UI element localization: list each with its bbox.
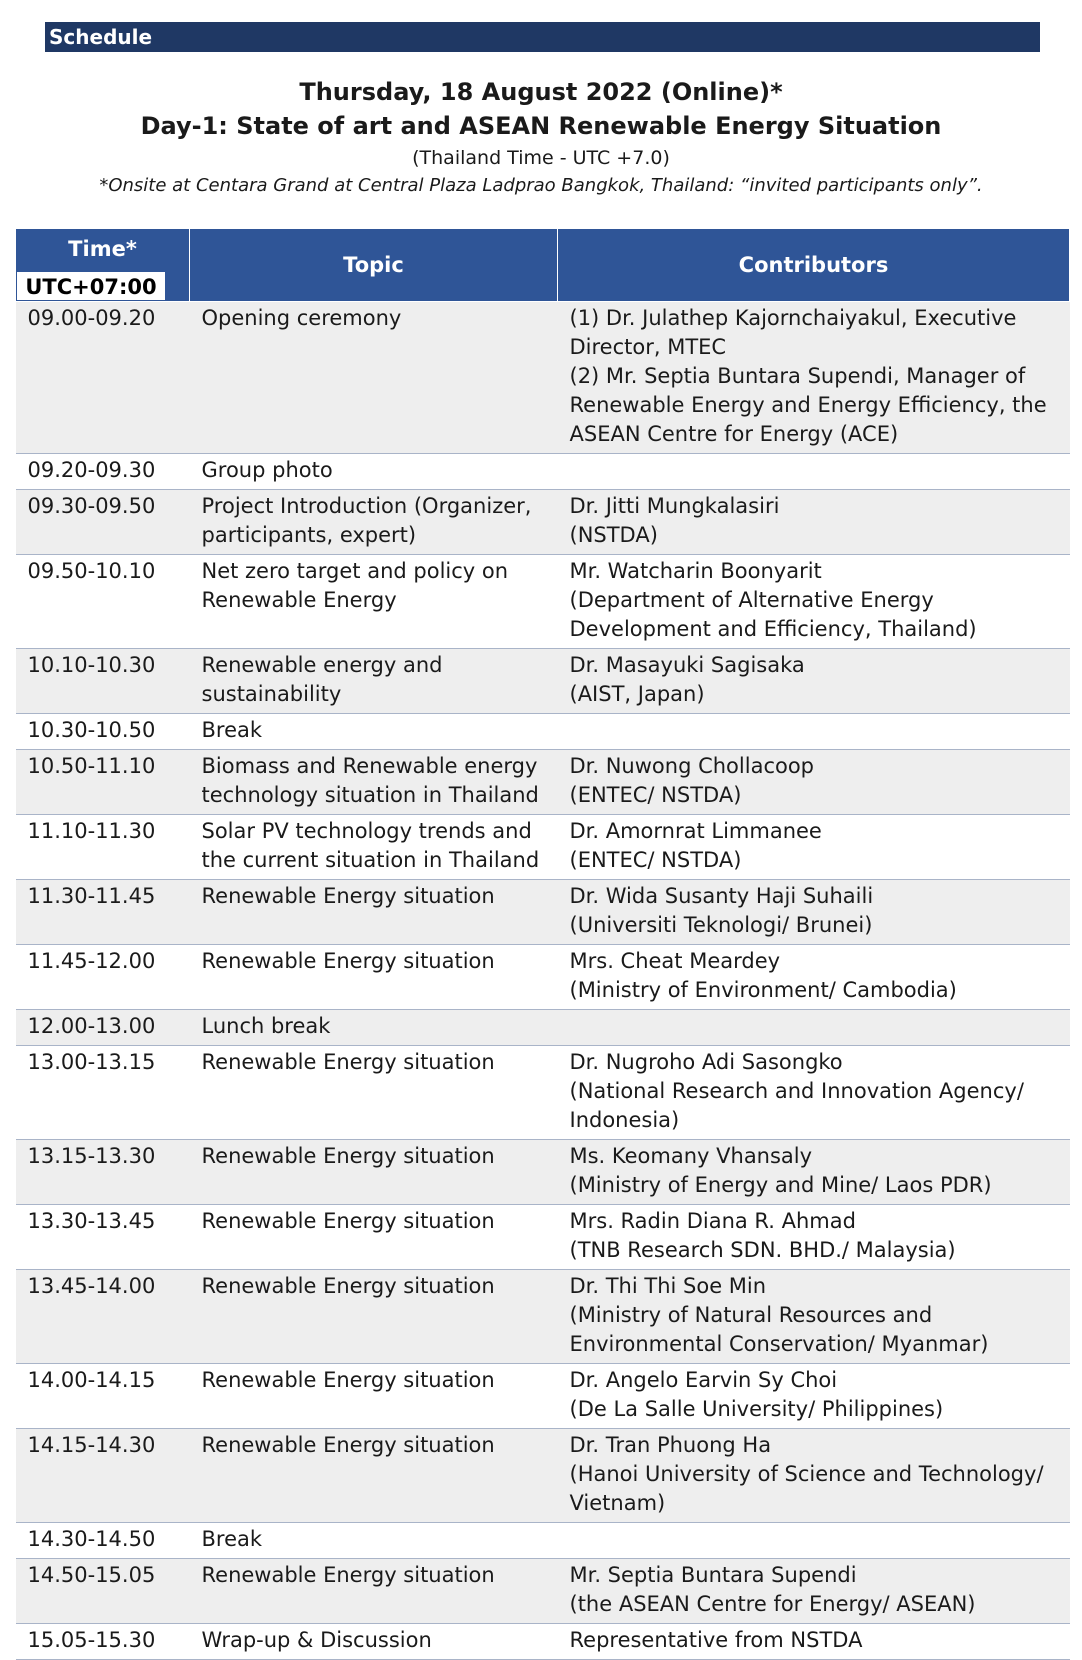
row-contributors: Representative from NSTDA — [558, 1624, 1070, 1660]
table-row — [16, 714, 1070, 750]
row-time: 10.30-10.50 — [16, 714, 190, 750]
row-contributors: Mr. Septia Buntara Supendi (the ASEAN Centre for Energy/ ASEAN) — [558, 1559, 1070, 1624]
row-topic: Break — [190, 1523, 558, 1559]
onsite-note: *Onsite at Centara Grand at Central Plaza Ladprao Bangkok, Thailand: “invited participants only”. — [99, 175, 983, 196]
row-time: 14.00-14.15 — [16, 1364, 190, 1429]
row-contributors: (1) Dr. Julathep Kajornchaiyakul, Executive Director, MTEC (2) Mr. Septia Buntara Supendi, Manager of Renewable Energy and Energy Efficiency, the ASEAN Centre for Energy (ACE) — [558, 302, 1070, 454]
row-contributors: Ms. Keomany Vhansaly (Ministry of Energy and Mine/ Laos PDR) — [558, 1140, 1070, 1205]
table-row — [16, 1523, 1070, 1559]
table-row — [16, 1270, 1070, 1364]
row-time: 13.15-13.30 — [16, 1140, 190, 1205]
row-topic: Renewable Energy situation — [190, 1140, 558, 1205]
timezone-note: (Thailand Time - UTC +7.0) — [412, 147, 670, 169]
row-time: 14.50-15.05 — [16, 1559, 190, 1624]
row-time: 09.30-09.50 — [16, 490, 190, 555]
row-topic: Lunch break — [190, 1010, 558, 1046]
row-topic: Renewable Energy situation — [190, 1429, 558, 1523]
table-row — [16, 815, 1070, 880]
table-row — [16, 490, 1070, 555]
row-topic: Renewable energy and sustainability — [190, 649, 558, 714]
table-row — [16, 1140, 1070, 1205]
row-time: 10.10-10.30 — [16, 649, 190, 714]
row-topic: Renewable Energy situation — [190, 880, 558, 945]
row-contributors: Dr. Angelo Earvin Sy Choi (De La Salle University/ Philippines) — [558, 1364, 1070, 1429]
table-row — [16, 750, 1070, 815]
table-header-row — [16, 229, 1070, 302]
row-topic: Project Introduction (Organizer, participants, expert) — [190, 490, 558, 555]
row-topic: Group photo — [190, 454, 558, 490]
row-time: 13.30-13.45 — [16, 1205, 190, 1270]
row-contributors — [558, 454, 1070, 490]
row-contributors: Mr. Watcharin Boonyarit (Department of Alternative Energy Development and Efficiency, Thailand) — [558, 555, 1070, 649]
row-topic: Net zero target and policy on Renewable Energy — [190, 555, 558, 649]
row-contributors: Dr. Nugroho Adi Sasongko (National Research and Innovation Agency/ Indonesia) — [558, 1046, 1070, 1140]
time-column-header — [16, 229, 190, 302]
row-contributors — [558, 1010, 1070, 1046]
table-row — [16, 302, 1070, 454]
time-header-label: Time* — [68, 237, 137, 261]
table-row — [16, 945, 1070, 1010]
day-title-heading: Day-1: State of art and ASEAN Renewable Energy Situation — [140, 112, 942, 140]
schedule-table — [15, 228, 1070, 1660]
row-topic: Renewable Energy situation — [190, 1205, 558, 1270]
table-row — [16, 649, 1070, 714]
table-row — [16, 555, 1070, 649]
row-contributors: Dr. Wida Susanty Haji Suhaili (Universiti Teknologi/ Brunei) — [558, 880, 1070, 945]
row-topic: Renewable Energy situation — [190, 1046, 558, 1140]
row-time: 13.00-13.15 — [16, 1046, 190, 1140]
row-topic: Solar PV technology trends and the current situation in Thailand — [190, 815, 558, 880]
row-contributors — [558, 1523, 1070, 1559]
row-time: 11.45-12.00 — [16, 945, 190, 1010]
row-contributors: Mrs. Radin Diana R. Ahmad (TNB Research SDN. BHD./ Malaysia) — [558, 1205, 1070, 1270]
row-topic: Biomass and Renewable energy technology situation in Thailand — [190, 750, 558, 815]
topic-column-header: Topic — [190, 229, 558, 302]
table-row — [16, 1364, 1070, 1429]
row-topic: Renewable Energy situation — [190, 1559, 558, 1624]
row-time: 13.45-14.00 — [16, 1270, 190, 1364]
row-contributors: Dr. Nuwong Chollacoop (ENTEC/ NSTDA) — [558, 750, 1070, 815]
row-time: 15.05-15.30 — [16, 1624, 190, 1660]
row-time: 14.15-14.30 — [16, 1429, 190, 1523]
row-contributors: Dr. Thi Thi Soe Min (Ministry of Natural Resources and Environmental Conservation/ Myanmar) — [558, 1270, 1070, 1364]
row-time: 12.00-13.00 — [16, 1010, 190, 1046]
row-contributors: Dr. Masayuki Sagisaka (AIST, Japan) — [558, 649, 1070, 714]
event-date-heading: Thursday, 18 August 2022 (Online)* — [299, 78, 783, 106]
row-time: 09.20-09.30 — [16, 454, 190, 490]
row-contributors: Dr. Jitti Mungkalasiri (NSTDA) — [558, 490, 1070, 555]
row-time: 14.30-14.50 — [16, 1523, 190, 1559]
table-row — [16, 1559, 1070, 1624]
row-contributors: Mrs. Cheat Meardey (Ministry of Environment/ Cambodia) — [558, 945, 1070, 1010]
row-time: 11.10-11.30 — [16, 815, 190, 880]
row-time: 09.50-10.10 — [16, 555, 190, 649]
table-row — [16, 1010, 1070, 1046]
row-topic: Opening ceremony — [190, 302, 558, 454]
table-row — [16, 1624, 1070, 1660]
row-topic: Break — [190, 714, 558, 750]
row-topic: Renewable Energy situation — [190, 945, 558, 1010]
table-row — [16, 1205, 1070, 1270]
table-row — [16, 880, 1070, 945]
row-contributors: Dr. Amornrat Limmanee (ENTEC/ NSTDA) — [558, 815, 1070, 880]
row-topic: Wrap-up & Discussion — [190, 1624, 558, 1660]
table-row — [16, 1046, 1070, 1140]
row-topic: Renewable Energy situation — [190, 1364, 558, 1429]
row-time: 10.50-11.10 — [16, 750, 190, 815]
row-contributors: Dr. Tran Phuong Ha (Hanoi University of Science and Technology/ Vietnam) — [558, 1429, 1070, 1523]
row-time: 11.30-11.45 — [16, 880, 190, 945]
row-time: 09.00-09.20 — [16, 302, 190, 454]
table-row — [16, 454, 1070, 490]
table-row — [16, 1429, 1070, 1523]
row-contributors — [558, 714, 1070, 750]
section-title-bar: Schedule — [45, 22, 1040, 52]
utc-offset-label: UTC+07:00 — [16, 271, 166, 301]
contributors-column-header: Contributors — [558, 229, 1070, 302]
row-topic: Renewable Energy situation — [190, 1270, 558, 1364]
